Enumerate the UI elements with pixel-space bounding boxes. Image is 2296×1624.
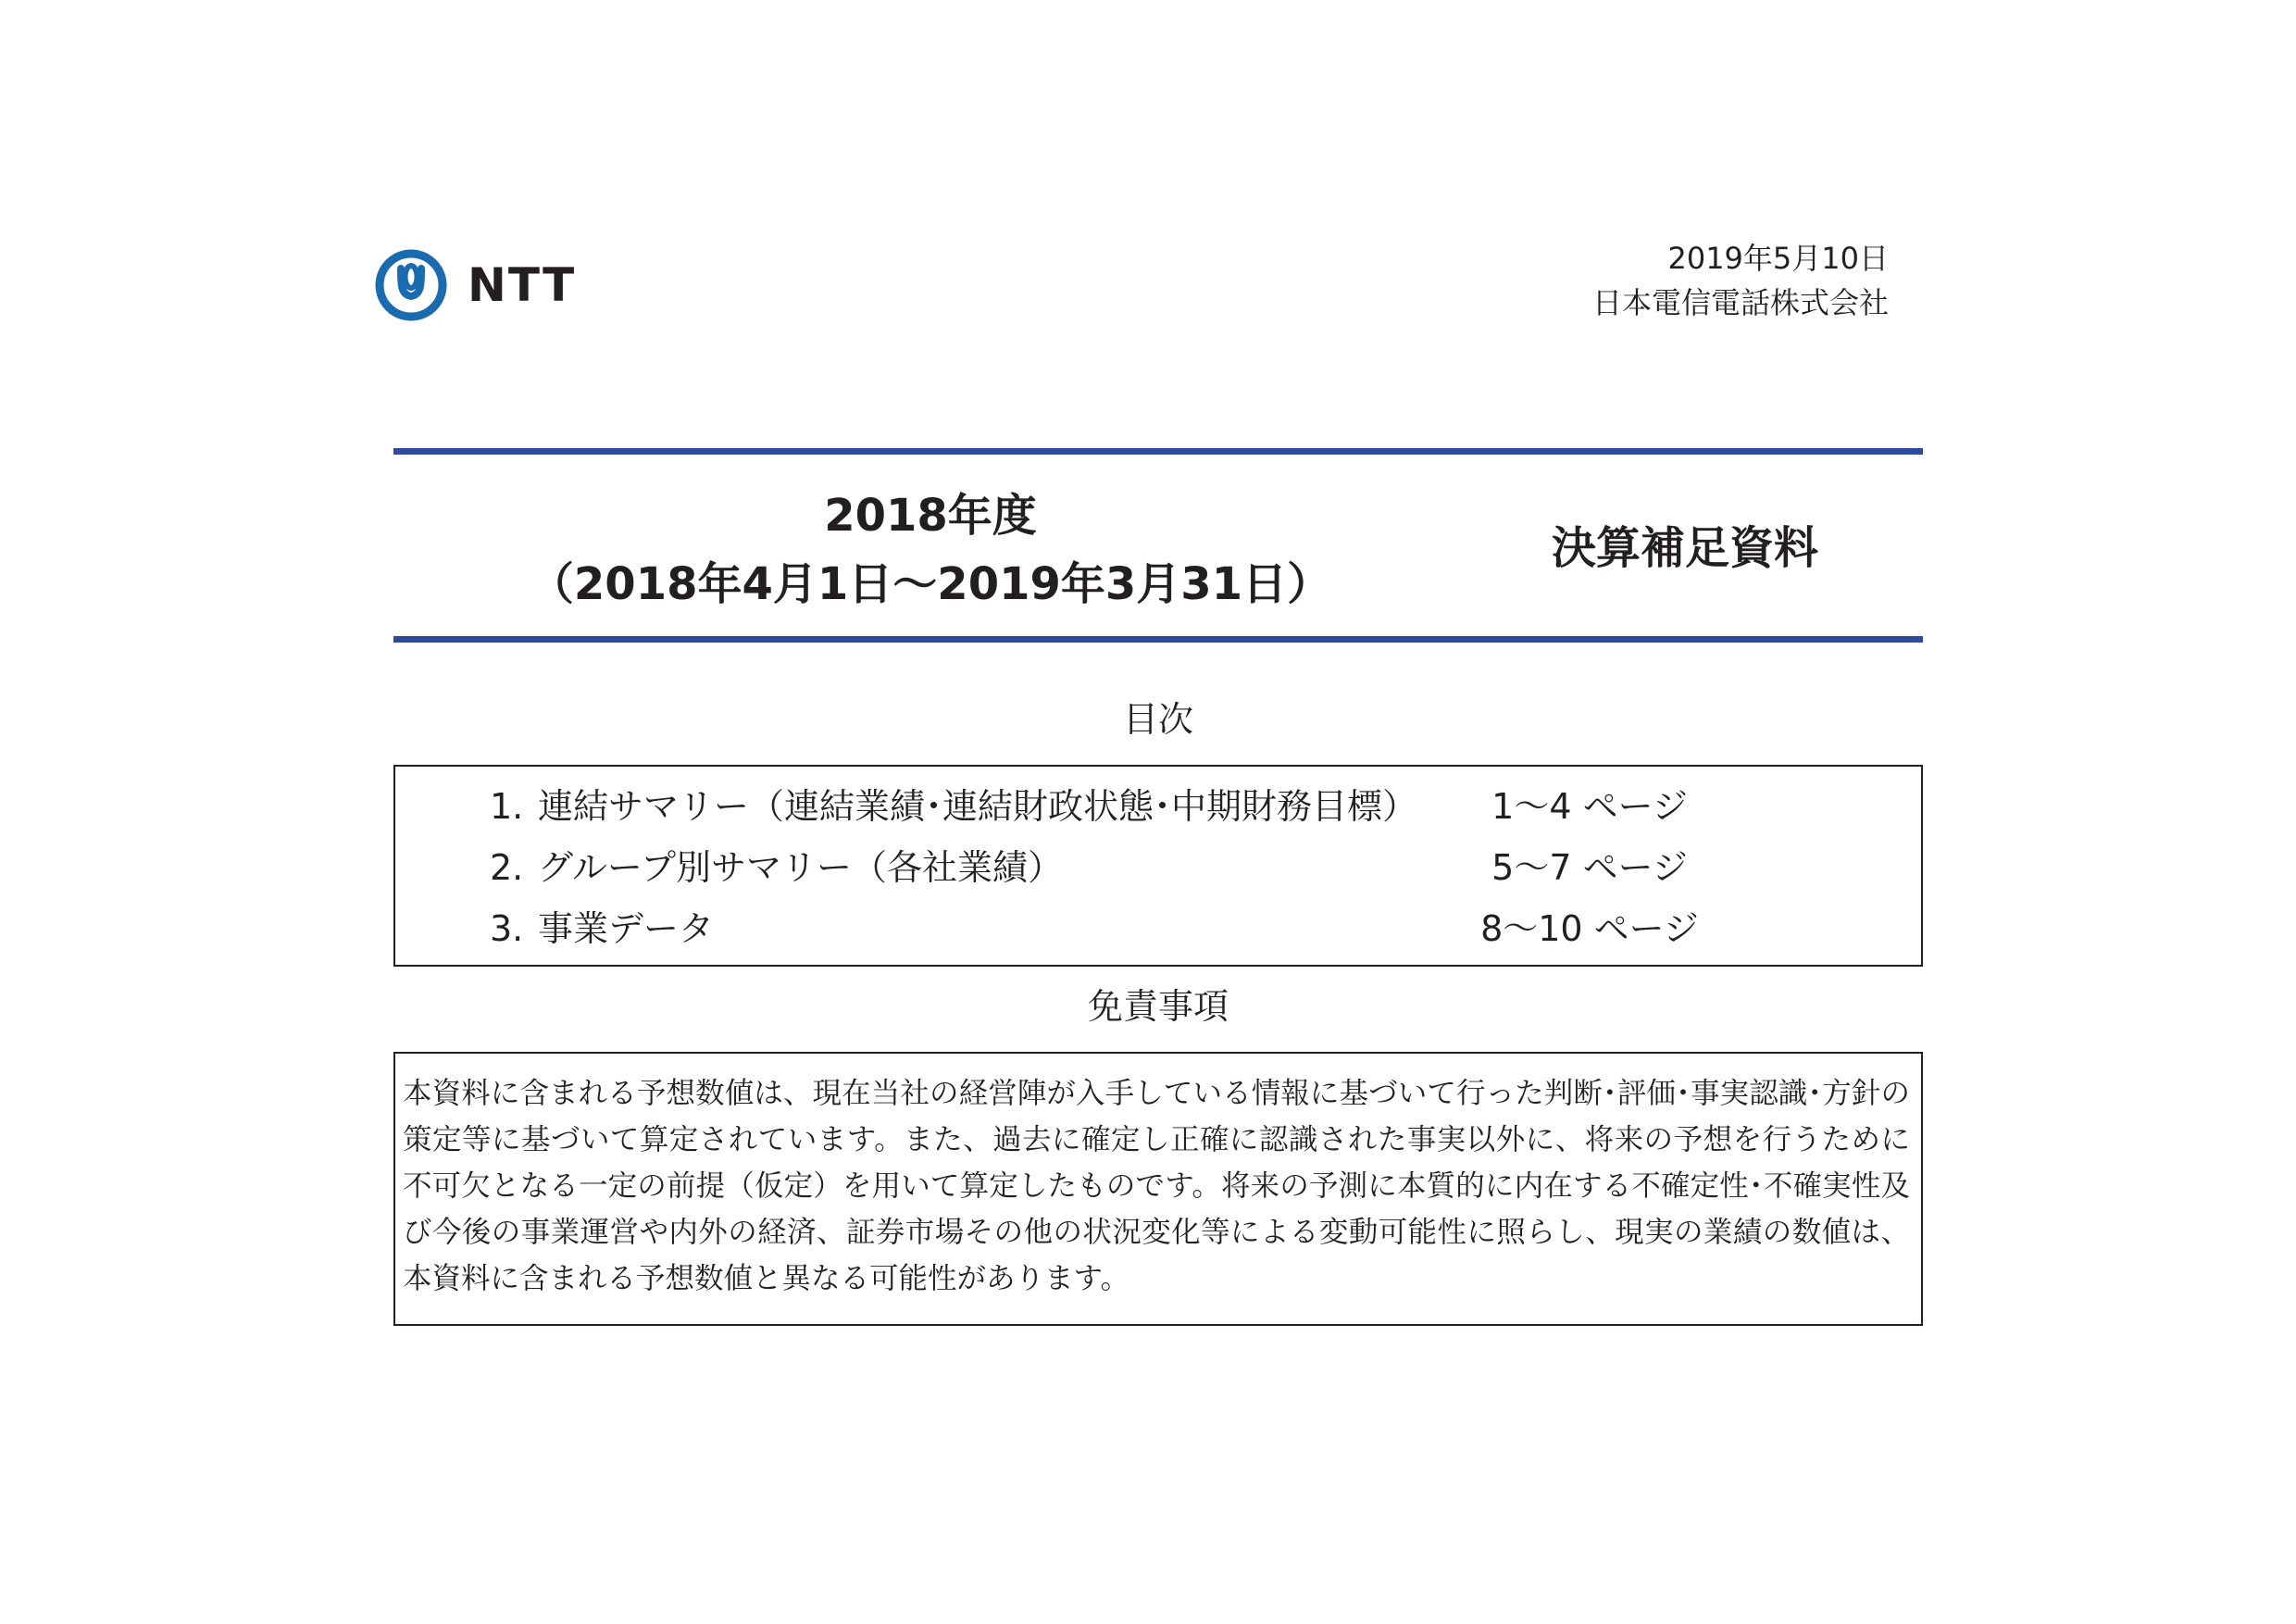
toc-item[interactable] — [395, 837, 1921, 898]
title-top-rule — [393, 448, 1923, 455]
ntt-logo — [375, 248, 576, 322]
toc-item-pages: 5～7 ページ — [1491, 847, 1688, 888]
toc-item[interactable] — [395, 776, 1921, 837]
document-date: 2019年5月10日 — [1667, 241, 1889, 276]
toc-item-label: 連結サマリー（連結業績･連結財政状態･中期財務目標） — [538, 786, 1418, 827]
fiscal-year: 2018年度 — [824, 490, 1037, 542]
toc-item-label: 事業データ — [538, 908, 715, 949]
toc-heading: 目次 — [1122, 699, 1193, 740]
document-header-info — [1592, 236, 1889, 325]
toc-item-number: 3. — [490, 908, 524, 949]
toc-item-label: グループ別サマリー（各社業績） — [538, 847, 1063, 888]
document-type-title: 決算補足資料 — [1551, 522, 1818, 574]
disclaimer-text: 本資料に含まれる予想数値は、現在当社の経営陣が入手している情報に基づいて行った判断･評価･事実認識･方針の策定等に基づいて算定されています。また、過去に確定し正確に認識された事実以外に、将来の予想を行うために不可欠となる一定の前提（仮定）を用いて算定したものです。将来の予測に本質的に内在する不確定性･不確実性及び今後の事業運営や内外の経済、証券市場その他の状況変化等による変動可能性に照らし、現実の業績の数値は、本資料に含まれる予想数値と異なる可能性があります。 — [403, 1077, 1910, 1295]
disclaimer-box — [393, 1052, 1923, 1326]
toc-item[interactable] — [395, 898, 1921, 959]
company-name: 日本電信電話株式会社 — [1591, 285, 1889, 320]
ntt-logo-mark-icon — [375, 248, 447, 322]
toc-item-pages: 8～10 ページ — [1480, 908, 1699, 949]
fiscal-period-range: （2018年4月1日～2019年3月31日） — [529, 558, 1332, 610]
fiscal-period-title — [393, 481, 1467, 618]
table-of-contents — [393, 765, 1923, 967]
toc-item-number: 2. — [490, 847, 524, 888]
toc-item-pages: 1～4 ページ — [1491, 786, 1688, 827]
toc-item-number: 1. — [490, 786, 524, 827]
title-bottom-rule — [393, 636, 1923, 643]
logo-wordmark: NTT — [468, 258, 577, 312]
disclaimer-heading: 免責事項 — [1087, 986, 1229, 1027]
